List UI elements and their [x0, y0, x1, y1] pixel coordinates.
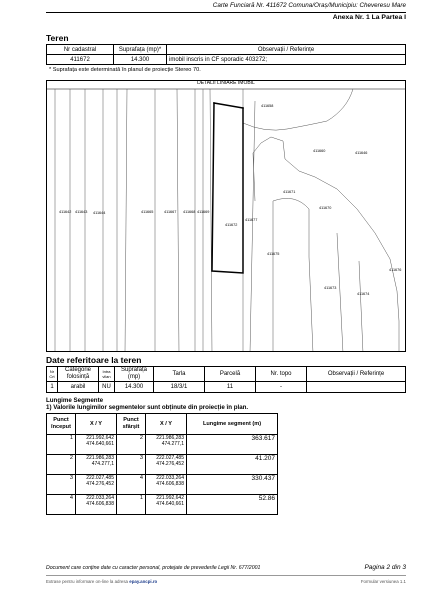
- teren-col-nr-cadastral: Nr cadastral: [47, 45, 114, 55]
- segment-start-y: 474.277,1: [91, 461, 114, 467]
- date-teren-col-categorie: Categorie folosință: [58, 367, 99, 382]
- segment-start-x: 221.992,642: [86, 435, 114, 441]
- segment-end-y: 474.606,838: [156, 481, 184, 487]
- date-teren-cell-categorie: arabil: [58, 382, 99, 393]
- map-label-411676: 411676: [389, 268, 402, 272]
- segment-end-xy: [146, 495, 187, 515]
- footer-disclaimer: Document care conține date cu caracter personal, protejate de prevederile Legii Nr. 677/2001: [46, 565, 261, 571]
- segment-start-xy: [76, 455, 117, 475]
- teren-col-observatii: Observații / Referințe: [167, 45, 406, 55]
- header-anexa: Anexa Nr. 1 La Partea I: [332, 14, 406, 21]
- segment-end-xy: [146, 475, 187, 495]
- date-teren-cell-parcela: 11: [205, 382, 256, 393]
- date-teren-cell-observatii: [307, 382, 406, 393]
- header-carte-funciara: Carte Funciară Nr. 411672 Comuna/Oraș/Municipiu: Cheveresu Mare: [212, 2, 406, 9]
- segment-end: 2: [117, 435, 146, 455]
- header-divider: [46, 12, 406, 13]
- teren-col-suprafata: Suprafața (mp)*: [114, 45, 167, 55]
- date-teren-cell-tarla: 18/3/1: [154, 382, 205, 393]
- teren-note: * Suprafața este determinată în planul de proiecție Stereo 70.: [49, 67, 201, 73]
- footer-extras: [46, 579, 157, 584]
- segment-end-xy: [146, 435, 187, 455]
- segment-start: 2: [47, 455, 76, 475]
- segmente-col-end-xy: X / Y: [146, 414, 187, 435]
- segmente-col-start-xy: X / Y: [76, 414, 117, 435]
- teren-cell-observatii: imobil inscris in CF sporadic 403272;: [167, 55, 406, 65]
- teren-section-title: Teren: [46, 33, 69, 43]
- map-label-411660: 411660: [313, 149, 326, 153]
- segment-start-x: 222.033,264: [86, 495, 114, 501]
- segment-start: 4: [47, 495, 76, 515]
- date-teren-col-observatii: Observații / Referințe: [307, 367, 406, 382]
- segment-start-x: 221.986,283: [86, 455, 114, 461]
- date-teren-cell-nr: 1: [47, 382, 58, 393]
- footer-page-number: Pagina 2 din 3: [364, 564, 406, 571]
- teren-table-header: [47, 45, 406, 55]
- segmente-col-start: Punct început: [47, 414, 76, 435]
- parcel-map: [46, 80, 406, 352]
- segment-end: 1: [117, 495, 146, 515]
- map-label-411674: 411674: [357, 292, 370, 296]
- map-label-411669: 411669: [197, 210, 210, 214]
- teren-cell-nr-cadastral: 411672: [47, 55, 114, 65]
- segment-length: 52.86: [187, 495, 278, 515]
- segment-end: 4: [117, 475, 146, 495]
- map-label-411665: 411665: [141, 210, 154, 214]
- parcel-label: 411672: [225, 223, 238, 227]
- segment-start-y: 474.606,838: [86, 501, 114, 507]
- teren-cell-suprafata: 14.300: [114, 55, 167, 65]
- date-teren-col-parcela: Parcelă: [205, 367, 256, 382]
- segment-end-x: 221.992,642: [156, 495, 184, 501]
- map-label-411643: 411643: [75, 210, 88, 214]
- date-teren-col-nr-crt: Nr Crt: [47, 367, 58, 382]
- segment-end-y: 474.640,661: [156, 501, 184, 507]
- segment-length: 41.207: [187, 455, 278, 475]
- teren-table-row: [47, 55, 406, 65]
- map-label-411673: 411673: [324, 286, 337, 290]
- map-label-411675: 411675: [267, 252, 280, 256]
- segment-start-xy: [76, 475, 117, 495]
- date-teren-col-nr-topo: Nr. topo: [256, 367, 307, 382]
- segment-start-xy: [76, 435, 117, 455]
- date-teren-cell-nr-topo: -: [256, 382, 307, 393]
- segment-length: 363.617: [187, 435, 278, 455]
- segment-row: [47, 475, 278, 495]
- date-teren-row: [47, 382, 406, 393]
- segment-length: 330.437: [187, 475, 278, 495]
- segmente-subtitle: 1) Valorile lungimilor segmentelor sunt obținute din proiecție în plan.: [46, 404, 249, 411]
- date-teren-col-intravilan: Intra vilan: [99, 367, 115, 382]
- segment-end-y: 474.277,1: [161, 441, 184, 447]
- date-teren-table: [46, 366, 406, 393]
- footer-epay-link[interactable]: epay.ancpi.ro: [129, 579, 158, 584]
- segment-end-y: 474.276,452: [156, 461, 184, 467]
- date-teren-header: [47, 367, 406, 382]
- segment-row: [47, 495, 278, 515]
- segmente-col-end: Punct sfârșit: [117, 414, 146, 435]
- segment-end-xy: [146, 455, 187, 475]
- segment-start-xy: [76, 495, 117, 515]
- date-teren-title: Date referitoare la teren: [46, 355, 142, 365]
- map-label-411668: 411668: [183, 210, 196, 214]
- map-label-411667: 411667: [164, 210, 177, 214]
- segment-end-x: 221.986,283: [156, 435, 184, 441]
- segment-start-y: 474.276,452: [86, 481, 114, 487]
- footer-divider: [46, 575, 406, 576]
- segment-end: 3: [117, 455, 146, 475]
- segmente-title: Lungime Segmente: [46, 397, 104, 404]
- map-title: DETALII LINIARE IMOBIL: [197, 80, 255, 86]
- segment-row: [47, 455, 278, 475]
- date-teren-col-tarla: Tarla: [154, 367, 205, 382]
- segmente-col-length: Lungime segment (m): [187, 414, 278, 435]
- teren-table: [46, 44, 406, 65]
- map-label-411642: 411642: [59, 210, 72, 214]
- date-teren-cell-intravilan: NU: [99, 382, 115, 393]
- footer-version: Formular versiunea 1.1: [360, 579, 406, 584]
- segmente-table: [46, 413, 278, 515]
- map-label-411646: 411646: [355, 151, 368, 155]
- map-label-411677: 411677: [245, 218, 258, 222]
- segment-row: [47, 435, 278, 455]
- segment-end-x: 222.033,264: [156, 475, 184, 481]
- segment-start: 3: [47, 475, 76, 495]
- map-label-411670: 411670: [319, 206, 332, 210]
- parcel-map-drawing: [47, 81, 406, 352]
- map-label-411644: 411644: [93, 211, 106, 215]
- segmente-header: [47, 414, 278, 435]
- segment-start: 1: [47, 435, 76, 455]
- segment-end-x: 222.027,485: [156, 455, 184, 461]
- footer-extras-text: Extrase pentru informare on-line la adresa: [46, 579, 129, 584]
- date-teren-col-suprafata: Suprafața (mp): [115, 367, 154, 382]
- map-label-411671: 411671: [283, 190, 296, 194]
- map-label-411658: 411658: [261, 104, 274, 108]
- segment-start-x: 222.027,485: [86, 475, 114, 481]
- segment-start-y: 474.640,661: [86, 441, 114, 447]
- date-teren-cell-suprafata: 14.300: [115, 382, 154, 393]
